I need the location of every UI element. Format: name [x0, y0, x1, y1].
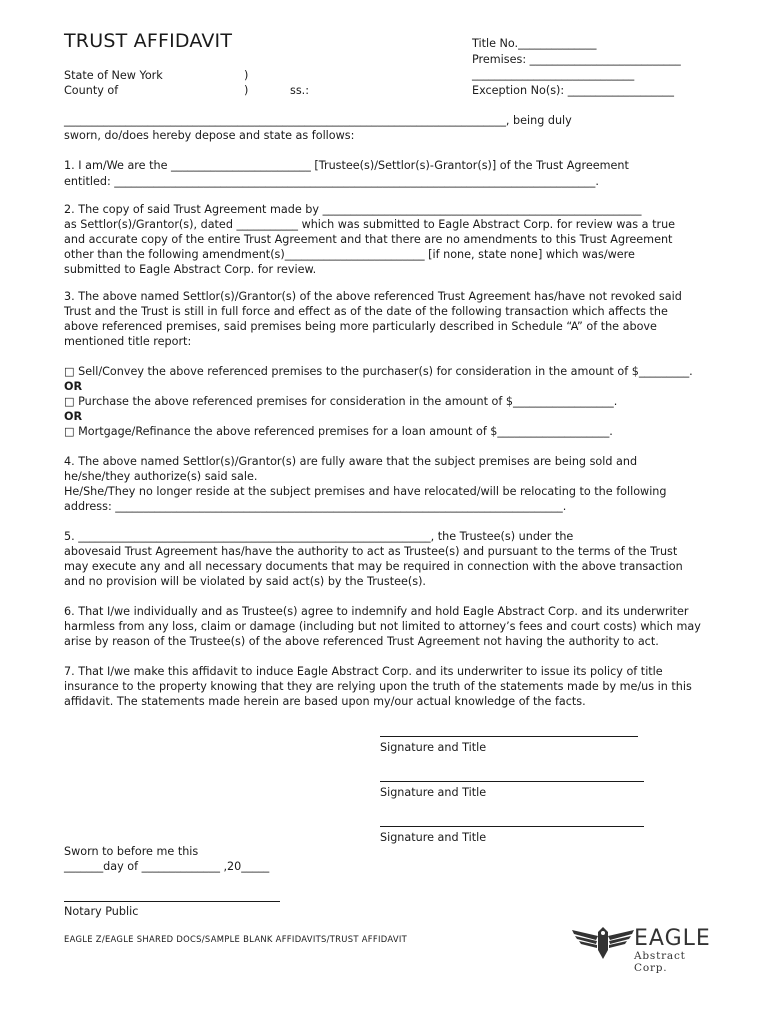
notary-signature-line[interactable]: [64, 901, 280, 902]
logo-wordmark: EAGLE: [634, 926, 711, 951]
notary-sworn: Sworn to before me this: [64, 845, 199, 858]
state-label: State of New York: [64, 69, 163, 82]
para-7-line-2: insurance to the property knowing that they are relying upon the truth of the statements made by me/us in this: [64, 680, 692, 693]
premises-field: Premises: ___________________________: [472, 53, 681, 66]
signature-line-2[interactable]: [380, 781, 644, 782]
para-4-line-2: he/she/they authorize(s) said sale.: [64, 470, 258, 483]
title-no-field: Title No.______________: [472, 37, 597, 50]
para-4-line-3: He/She/They no longer reside at the subject premises and have relocated/will be relocating to the following: [64, 485, 667, 498]
premises-field-line2: _____________________________: [472, 68, 635, 81]
para-3-line-1: 3. The above named Settlor(s)/Grantor(s) of the above referenced Trust Agreement has/have not revoked said: [64, 290, 682, 303]
option-mortgage[interactable]: □ Mortgage/Refinance the above referenced premises for a loan amount of $____________________.: [64, 425, 613, 438]
para-5-line-1: 5. _______________________________________________________________, the Trustee(s) under the: [64, 530, 574, 543]
signature-label-2: Signature and Title: [380, 786, 487, 799]
para-2-line-5: submitted to Eagle Abstract Corp. for review.: [64, 263, 317, 276]
option-sell-convey[interactable]: □ Sell/Convey the above referenced premises to the purchaser(s) for consideration in the amount of $_________.: [64, 365, 693, 378]
para-3-line-4: mentioned title report:: [64, 335, 192, 348]
para-6-line-3: arise by reason of the Trustee(s) of the above referenced Trust Agreement not having the authority to act.: [64, 635, 659, 648]
para-7-line-3: affidavit. The statements made herein are based upon my/our actual knowledge of the facts.: [64, 695, 586, 708]
para-1-line-1: 1. I am/We are the _________________________ [Trustee(s)/Settlor(s)-Grantor(s)] of the Trust Agreement: [64, 159, 629, 172]
para-1-line-2: entitled: ______________________________________________________________________________________.: [64, 175, 599, 188]
eagle-icon: [572, 924, 634, 960]
para-7-line-1: 7. That I/we make this affidavit to induce Eagle Abstract Corp. and its underwriter to issue its policy of title: [64, 665, 663, 678]
para-6-line-2: harmless from any loss, claim or damage (including but not limited to attorney’s fees and court costs) which may: [64, 620, 701, 633]
county-label: County of: [64, 84, 119, 97]
document-title: TRUST AFFIDAVIT: [64, 30, 233, 52]
para-3-line-3: above referenced premises, said premises being more particularly described in Schedule “A” of the above: [64, 320, 657, 333]
sworn-statement: sworn, do/does hereby depose and state as follows:: [64, 129, 355, 142]
exception-field: Exception No(s): ___________________: [472, 84, 674, 97]
logo-subtitle: Abstract Corp.: [634, 950, 686, 974]
para-2-line-3: and accurate copy of the entire Trust Agreement and that there are no amendments to this Trust Agreement: [64, 233, 673, 246]
para-2-line-1: 2. The copy of said Trust Agreement made by _________________________________________________________: [64, 203, 642, 216]
para-2-line-4: other than the following amendment(s)_________________________ [if none, state none] which was/were: [64, 248, 635, 261]
notary-date-line: _______day of ______________ ,20_____: [64, 860, 270, 873]
or-separator-2: OR: [64, 410, 83, 423]
footer-path: EAGLE Z/EAGLE SHARED DOCS/SAMPLE BLANK AFFIDAVITS/TRUST AFFIDAVIT: [64, 934, 408, 944]
eagle-logo: [572, 924, 712, 974]
deponent-line: _______________________________________________________________________________, being duly: [64, 114, 572, 127]
signature-label-3: Signature and Title: [380, 831, 487, 844]
notary-label: Notary Public: [64, 905, 139, 918]
para-6-line-1: 6. That I/we individually and as Trustee(s) agree to indemnify and hold Eagle Abstract Corp. and its underwriter: [64, 605, 689, 618]
or-separator-1: OR: [64, 380, 83, 393]
option-purchase[interactable]: □ Purchase the above referenced premises for consideration in the amount of $__________________.: [64, 395, 618, 408]
paren-1: ): [244, 69, 249, 82]
para-4-line-1: 4. The above named Settlor(s)/Grantor(s) are fully aware that the subject premises are being sold and: [64, 455, 638, 468]
ss-label: ss.:: [290, 84, 309, 97]
paren-2: ): [244, 84, 249, 97]
signature-line-1[interactable]: [380, 736, 638, 737]
para-5-line-2: abovesaid Trust Agreement has/have the authority to act as Trustee(s) and pursuant to the terms of the Trust: [64, 545, 678, 558]
para-5-line-4: and no provision will be violated by said act(s) by the Trustee(s).: [64, 575, 426, 588]
para-3-line-2: Trust and the Trust is still in full force and effect as of the date of the following transaction which affects the: [64, 305, 668, 318]
para-4-line-4: address: ________________________________________________________________________________.: [64, 500, 567, 513]
signature-line-3[interactable]: [380, 826, 644, 827]
para-5-line-3: may execute any and all necessary documents that may be required in connection with the above transaction: [64, 560, 683, 573]
para-2-line-2: as Settlor(s)/Grantor(s), dated ___________ which was submitted to Eagle Abstract Corp. for review was a true: [64, 218, 676, 231]
signature-label-1: Signature and Title: [380, 741, 487, 754]
